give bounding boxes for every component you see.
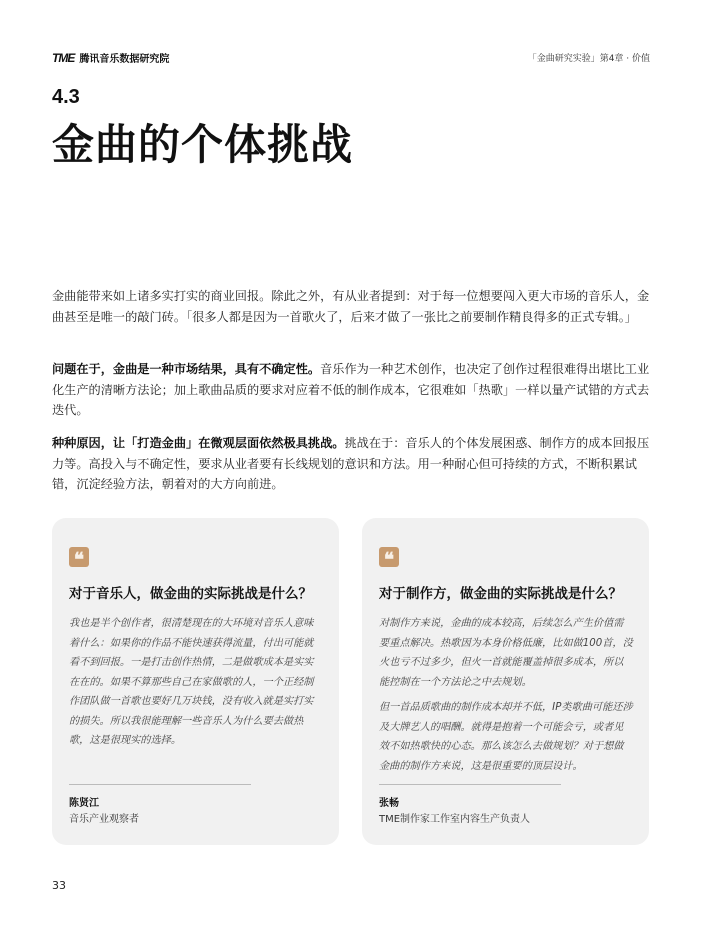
paragraph-challenge [52, 433, 652, 495]
card-title: 对于音乐人，做金曲的实际挑战是什么？ [69, 586, 312, 602]
quote-card-producer [362, 518, 649, 845]
paragraph-uncertainty-body: 音乐作为一种艺术创作，也决定了创作过程很难得出堪比工业化生产的清晰方法论；加上歌曲品质的要求对应着不低的制作成本，它很难如「热歌」一样以量产试错的方式去迭代。 [52, 362, 650, 417]
section-number: 4.3 [52, 86, 80, 108]
tme-logo-mark: TME [52, 50, 75, 65]
speaker-role: TME制作家工作室内容生产负责人 [379, 814, 531, 825]
card-quote-text: 对制作方来说，金曲的成本较高，后续怎么产生价值需要重点解决。热歌因为本身价格低廉，比如做100首，没火也亏不过多少，但火一首就能覆盖掉很多成本，所以能控制在一个方法论之中去规划。 [379, 618, 633, 688]
speaker-name: 张畅 [379, 798, 399, 809]
page-number: 33 [52, 879, 66, 892]
speaker-name: 陈贤江 [69, 798, 99, 809]
chapter-breadcrumb: 「金曲研究实验」第4章 · 价值 [527, 54, 650, 64]
paragraph-uncertainty [52, 359, 652, 421]
card-quote-text: 我也是半个创作者，很清楚现在的大环境对音乐人意味着什么：如果你的作品不能快速获得流量，付出可能就看不到回报。一是打击创作热情，二是做歌成本是实实在在的。如果不算那些自己在家做歌的人，一个正经制作团队做一首歌也要好几万块钱，没有收入就是实打实的损失。所以我很能理解一些音乐人为什么要去做热歌，这是很现实的选择。 [69, 618, 314, 746]
page-title: 金曲的个体挑战 [52, 120, 354, 169]
quote-card-musician [52, 518, 339, 845]
speaker-role: 音乐产业观察者 [69, 814, 139, 825]
quote-icon: ❝ [69, 547, 89, 567]
paragraph-intro: 金曲能带来如上诸多实打实的商业回报。除此之外，有从业者提到：对于每一位想要闯入更大市场的音乐人，金曲甚至是唯一的敲门砖。「很多人都是因为一首歌火了，后来才做了一张比之前要制作精良得多的正式专辑。」 [52, 289, 650, 324]
paragraph-challenge-lead: 种种原因，让「打造金曲」在微观层面依然极具挑战。 [52, 436, 345, 450]
quote-icon: ❝ [379, 547, 399, 567]
card-quote-text-2: 但一首品质歌曲的制作成本却并不低，IP类歌曲可能还涉及大牌艺人的唱酬。就得是抱着一个可能会亏，或者见效不如热歌快的心态。那么该怎么去做规划？对于想做金曲的制作方来说，这是很重要的顶层设计。 [379, 702, 633, 772]
card-title: 对于制作方，做金曲的实际挑战是什么？ [379, 586, 622, 602]
card-divider [69, 784, 251, 785]
brand-name: 腾讯音乐数据研究院 [79, 54, 170, 65]
card-divider [379, 784, 561, 785]
paragraph-challenge-body: 挑战在于：音乐人的个体发展困惑、制作方的成本回报压力等。高投入与不确定性，要求从业者要有长线规划的意识和方法。用一种耐心但可持续的方式，不断积累试错，沉淀经验方法，朝着对的大方向前进。 [52, 436, 650, 491]
brand-logo [52, 50, 169, 65]
paragraph-uncertainty-lead: 问题在于，金曲是一种市场结果，具有不确定性。 [52, 362, 321, 376]
